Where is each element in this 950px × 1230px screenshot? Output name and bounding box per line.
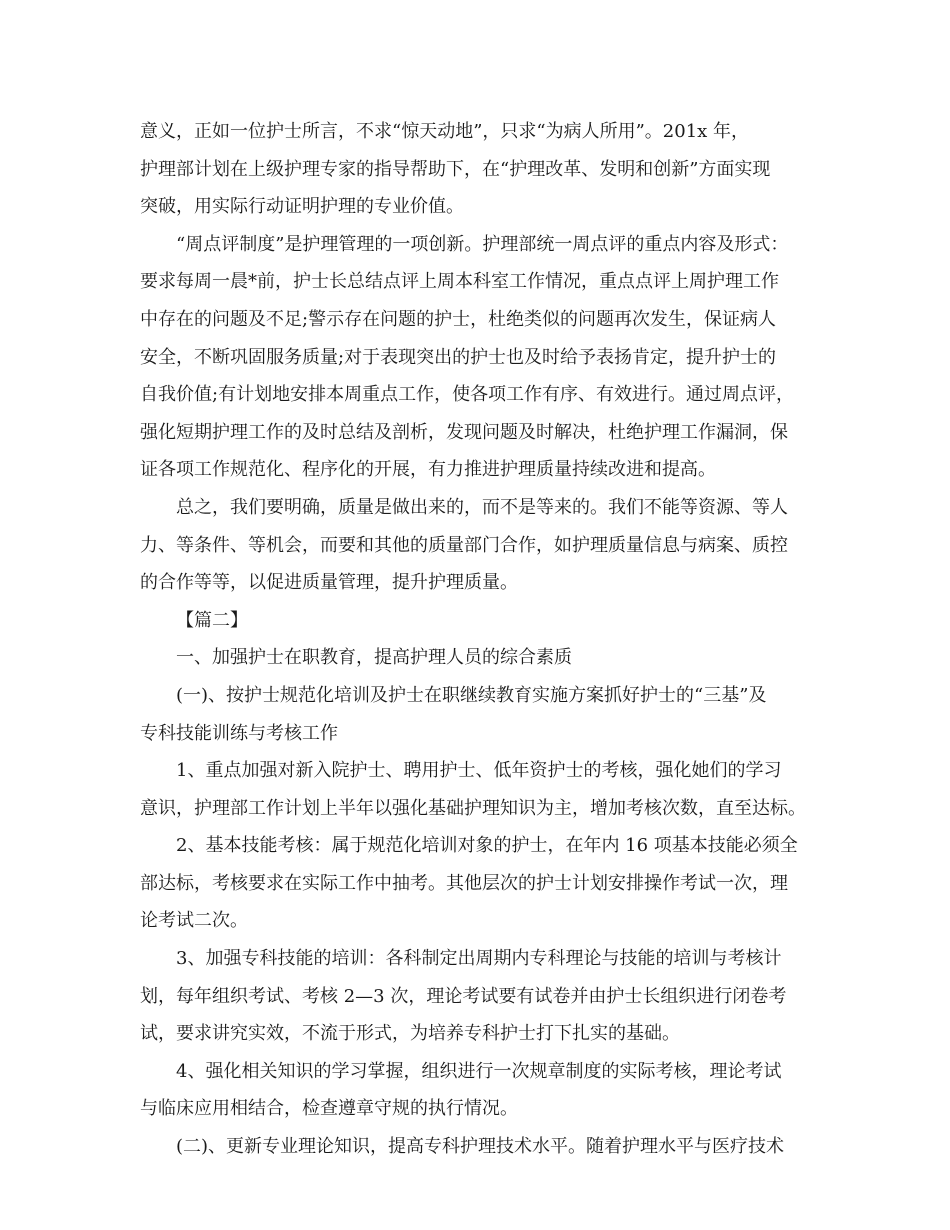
text-line: 划，每年组织考试、考核 2—3 次，理论考试要有试卷并由护士长组织进行闭卷考 [140, 985, 787, 1007]
text-line: (一)、按护士规范化培训及护士在职继续教育实施方案抓好护士的“三基”及 [176, 684, 767, 706]
text-line: “周点评制度”是护理管理的一项创新。护理部统一周点评的重点内容及形式： [176, 233, 789, 255]
document-body [140, 113, 815, 1166]
text-line: 中存在的问题及不足;警示存在问题的护士，杜绝类似的问题再次发生，保证病人 [140, 308, 777, 330]
text-line: 自我价值;有计划地安排本周重点工作，使各项工作有序、有效进行。通过周点评， [140, 384, 795, 406]
text-line: 要求每周一晨*前，护士长总结点评上周本科室工作情况，重点点评上周护理工作 [140, 271, 779, 293]
text-line: 一、加强护士在职教育，提高护理人员的综合素质 [176, 647, 572, 669]
text-line: 意义，正如一位护士所言，不求“惊天动地”，只求“为病人所用”。201x 年， [140, 121, 750, 142]
text-line: 安全，不断巩固服务质量;对于表现突出的护士也及时给予表扬肯定，提升护士的 [140, 346, 777, 368]
text-line: 部达标，考核要求在实际工作中抽考。其他层次的护士计划安排操作考试一次，理 [140, 872, 788, 894]
text-line: 论考试二次。 [140, 910, 248, 932]
text-line: 试，要求讲究实效，不流于形式，为培养专科护士打下扎实的基础。 [140, 1023, 680, 1045]
text-line: 意识，护理部工作计划上半年以强化基础护理知识为主，增加考核次数，直至达标。 [140, 797, 806, 819]
text-line: 【篇二】 [176, 609, 248, 631]
text-line: 总之，我们要明确，质量是做出来的，而不是等来的。我们不能等资源、等人 [176, 496, 788, 518]
text-line: 3、加强专科技能的培训：各科制定出周期内专科理论与技能的培训与考核计 [176, 948, 782, 970]
text-line: 4、强化相关知识的学习掌握，组织进行一次规章制度的实际考核，理论考试 [176, 1060, 782, 1082]
text-line: 的合作等等，以促进质量管理，提升护理质量。 [140, 572, 518, 594]
text-line: 与临床应用相结合，检查遵章守规的执行情况。 [140, 1098, 518, 1120]
text-line: 力、等条件、等机会，而要和其他的质量部门合作，如护理质量信息与病案、质控 [140, 534, 788, 556]
text-line: 护理部计划在上级护理专家的指导帮助下，在“护理改革、发明和创新”方面实现 [140, 158, 771, 180]
text-line: 1、重点加强对新入院护士、聘用护士、低年资护士的考核，强化她们的学习 [176, 760, 782, 782]
text-line: 突破，用实际行动证明护理的专业价值。 [140, 196, 464, 218]
text-line: (二)、更新专业理论知识，提高专科护理技术水平。随着护理水平与医疗技术 [176, 1136, 785, 1158]
text-line: 专科技能训练与考核工作 [140, 722, 338, 744]
text-line: 证各项工作规范化、程序化的开展，有力推进护理质量持续改进和提高。 [140, 459, 716, 481]
text-line: 2、基本技能考核：属于规范化培训对象的护士，在年内 16 项基本技能必须全 [176, 835, 798, 857]
text-line: 强化短期护理工作的及时总结及剖析，发现问题及时解决，杜绝护理工作漏洞，保 [140, 421, 788, 443]
